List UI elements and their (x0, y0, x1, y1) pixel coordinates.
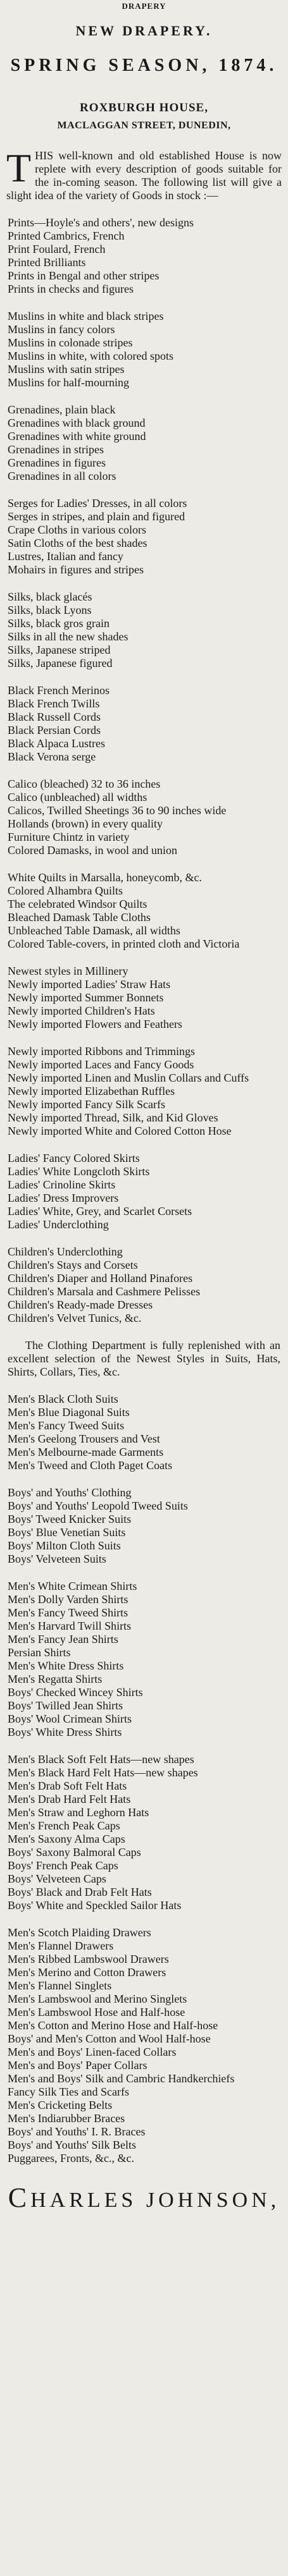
goods-item: Muslins in white, with colored spots (8, 350, 173, 362)
goods-item: Black French Twills (8, 697, 100, 710)
goods-item: Newly imported Ladies' Straw Hats (8, 978, 171, 991)
clothing-paragraph (8, 1339, 280, 1379)
goods-item: Silks, Japanese figured (8, 657, 113, 669)
signature-initial: C (8, 2182, 31, 2213)
goods-item: Newly imported Linen and Muslin Collars and Cuffs (8, 1071, 249, 1084)
goods-item: Boys' Milton Cloth Suits (8, 1539, 121, 1552)
goods-item: Men's Regatta Shirts (8, 1673, 103, 1685)
goods-item: Newly imported Thread, Silk, and Kid Gloves (8, 1111, 218, 1124)
goods-item: Men's and Boys' Linen-faced Collars (8, 2046, 177, 2058)
goods-item: Children's Marsala and Cashmere Pelisses (8, 1285, 201, 1298)
goods-item: Men's French Peak Caps (8, 1819, 120, 1832)
section-label: DRAPERY (122, 1, 166, 11)
goods-item: Mohairs in figures and stripes (8, 563, 144, 576)
goods-item: Persian Shirts (8, 1646, 71, 1659)
goods-item: Printed Cambrics, French (8, 229, 125, 242)
goods-item: Prints in checks and figures (8, 283, 134, 295)
goods-item: Boys' Velveteen Caps (8, 1872, 106, 1885)
goods-item: Men's Geelong Trousers and Vest (8, 1432, 160, 1445)
goods-item: Boys' Checked Wincey Shirts (8, 1686, 143, 1699)
goods-item: Boys' White Dress Shirts (8, 1726, 122, 1738)
goods-item: Newly imported White and Colored Cotton Hose (8, 1125, 232, 1137)
goods-item: Children's Stays and Corsets (8, 1259, 138, 1271)
goods-group (8, 871, 280, 951)
goods-item: Grenadines, plain black (8, 403, 116, 416)
goods-group (8, 684, 280, 764)
goods-group (8, 590, 280, 670)
goods-item: Colored Table-covers, in printed cloth and Victoria (8, 937, 240, 950)
goods-item: Newly imported Elizabethan Ruffles (8, 1085, 175, 1097)
goods-item: Men's Black Hard Felt Hats—new shapes (8, 1766, 198, 1779)
goods-item: Black Persian Cords (8, 724, 101, 736)
goods-item: Ladies' White, Grey, and Scarlet Corsets (8, 1205, 192, 1218)
goods-item: Muslins in white and black stripes (8, 310, 164, 322)
goods-group (8, 965, 280, 1031)
goods-item: Men's Saxony Alma Caps (8, 1833, 125, 1845)
sub-heading: SPRING SEASON, 1874. (10, 56, 278, 75)
goods-item: Men's Ribbed Lambswool Drawers (8, 1953, 169, 1965)
intro-dropcap: T (6, 145, 32, 190)
goods-item: Grenadines in all colors (8, 470, 116, 482)
goods-item: Unbleached Table Damask, all widths (8, 924, 180, 937)
goods-item: Men's Blue Diagonal Suits (8, 1406, 130, 1419)
goods-item: Children's Diaper and Holland Pinafores (8, 1272, 193, 1285)
goods-item: Men's White Crimean Shirts (8, 1580, 137, 1592)
goods-item: Children's Velvet Tunics, &c. (8, 1312, 142, 1324)
goods-item: Printed Brilliants (8, 256, 86, 269)
goods-item: Silks, Japanese striped (8, 644, 111, 656)
goods-item: Men's Tweed and Cloth Paget Coats (8, 1459, 173, 1472)
goods-item: Prints in Bengal and other stripes (8, 269, 160, 282)
goods-item: Calico (unbleached) all widths (8, 791, 147, 803)
goods-item: Newly imported Fancy Silk Scarfs (8, 1098, 165, 1111)
goods-item: Colored Alhambra Quilts (8, 884, 123, 897)
goods-item: Men's and Boys' Paper Collars (8, 2059, 147, 2072)
goods-item: Hollands (brown) in every quality (8, 817, 163, 830)
goods-item: Black Alpaca Lustres (8, 737, 105, 750)
goods-item: Puggarees, Fronts, &c., &c. (8, 2152, 134, 2164)
goods-item: Men's Black Cloth Suits (8, 1393, 118, 1405)
goods-item: Men's Flannel Drawers (8, 1939, 114, 1952)
goods-item: Men's Dolly Varden Shirts (8, 1593, 128, 1606)
goods-group (8, 1245, 280, 1325)
goods-item: Men's Fancy Tweed Suits (8, 1419, 125, 1432)
goods-item: Boys' and Youths' Leopold Tweed Suits (8, 1499, 188, 1512)
goods-item: Boys' Tweed Knicker Suits (8, 1513, 132, 1525)
store-address: MACLAGGAN STREET, DUNEDIN, (57, 120, 231, 131)
goods-item: Men's Scotch Plaiding Drawers (8, 1926, 151, 1939)
goods-item: Satin Cloths of the best shades (8, 537, 147, 549)
goods-item: Newly imported Children's Hats (8, 1004, 155, 1017)
goods-item: Black Verona serge (8, 750, 96, 763)
goods-group (8, 497, 280, 577)
goods-item: Newly imported Laces and Fancy Goods (8, 1058, 194, 1071)
goods-item: Men's Drab Soft Felt Hats (8, 1779, 127, 1792)
goods-item: Men's White Dress Shirts (8, 1659, 124, 1672)
goods-item: Men's Lambswool Hose and Half-hose (8, 2006, 185, 2018)
goods-item: Ladies' Underclothing (8, 1218, 109, 1231)
store-name: ROXBURGH HOUSE, (80, 101, 208, 114)
goods-item: White Quilts in Marsalla, honeycomb, &c. (8, 871, 202, 884)
goods-item: Men's Merino and Cotton Drawers (8, 1966, 166, 1979)
goods-item: Boys' Black and Drab Felt Hats (8, 1886, 152, 1898)
goods-item: Muslins in colonade stripes (8, 336, 133, 349)
goods-item: Ladies' Dress Improvers (8, 1192, 119, 1204)
goods-list-drapery (0, 216, 288, 1325)
goods-item: Men's Straw and Leghorn Hats (8, 1806, 149, 1819)
goods-item: Grenadines in stripes (8, 443, 104, 456)
goods-item: Boys' Velveteen Suits (8, 1553, 106, 1565)
goods-item: Silks, black glacés (8, 590, 92, 603)
goods-item: Silks, black Lyons (8, 604, 92, 616)
goods-item: Men's Flannel Singlets (8, 1979, 112, 1992)
goods-item: Men's and Boys' Silk and Cambric Handkerchiefs (8, 2072, 235, 2085)
goods-item: Men's Fancy Tweed Shirts (8, 1606, 128, 1619)
goods-item: Crape Cloths in various colors (8, 523, 146, 536)
goods-item: Serges for Ladies' Dresses, in all colors (8, 497, 187, 510)
signature-rest: HARLES JOHNSON, (30, 2188, 280, 2212)
goods-group (8, 778, 280, 857)
goods-item: Newly imported Summer Bonnets (8, 991, 164, 1004)
goods-item: Prints—Hoyle's and others', new designs (8, 216, 194, 229)
goods-item: Print Foulard, French (8, 243, 106, 255)
goods-item: Boys' and Youths' I. R. Braces (8, 2125, 146, 2138)
goods-item: Silks, black gros grain (8, 617, 110, 630)
goods-item: Grenadines with black ground (8, 417, 146, 429)
goods-item: Boys' and Youths' Clothing (8, 1486, 132, 1499)
goods-group (8, 216, 280, 296)
goods-item: Boys' French Peak Caps (8, 1859, 118, 1872)
goods-item: The celebrated Windsor Quilts (8, 898, 147, 910)
goods-group (8, 1753, 280, 1912)
intro-text: HIS well-known and old established House is now replete with every description of goods suitable for the in-coming season. The following list will give a slight idea of the variety of Goods in stock :— (6, 149, 282, 202)
goods-item: Colored Damasks, in wool and union (8, 844, 177, 857)
goods-group (8, 1486, 280, 1566)
goods-group (8, 1045, 280, 1138)
goods-item: Grenadines in figures (8, 456, 106, 469)
goods-item: Ladies' White Longcloth Skirts (8, 1165, 150, 1178)
goods-item: Boys' and Youths' Silk Belts (8, 2139, 137, 2151)
main-heading: NEW DRAPERY. (75, 23, 213, 39)
goods-item: Men's Indiarubber Braces (8, 2112, 125, 2125)
goods-item: Men's Melbourne-made Garments (8, 1446, 164, 1458)
goods-group (8, 1393, 280, 1472)
goods-item: Muslins for half-mourning (8, 376, 129, 389)
goods-item: Muslins in fancy colors (8, 323, 115, 336)
goods-item: Ladies' Fancy Colored Skirts (8, 1152, 140, 1164)
goods-group (8, 1152, 280, 1231)
clothing-text: The Clothing Department is fully replenished with an excellent selection of the Newest Styles in Suits, Hats, Shirts, Collars, Ties, &c. (8, 1339, 280, 1378)
goods-group (8, 1926, 280, 2165)
goods-group (8, 403, 280, 483)
goods-item: Grenadines with white ground (8, 430, 146, 443)
goods-item: Ladies' Crinoline Skirts (8, 1178, 116, 1191)
goods-item: Boys' White and Speckled Sailor Hats (8, 1899, 182, 1912)
goods-list-clothing (0, 1393, 288, 2165)
goods-item: Men's Fancy Jean Shirts (8, 1633, 118, 1645)
goods-item: Men's Cotton and Merino Hose and Half-hose (8, 2019, 218, 2032)
goods-item: Boys' Twilled Jean Shirts (8, 1699, 123, 1712)
goods-item: Children's Ready-made Dresses (8, 1298, 153, 1311)
goods-item: Lustres, Italian and fancy (8, 550, 123, 563)
goods-group (8, 310, 280, 389)
goods-item: Newest styles in Millinery (8, 965, 128, 977)
goods-item: Men's Cricketing Belts (8, 2099, 113, 2111)
signature (8, 2182, 280, 2214)
goods-item: Silks in all the new shades (8, 630, 128, 643)
goods-item: Bleached Damask Table Cloths (8, 911, 151, 924)
goods-item: Boys' Saxony Balmoral Caps (8, 1846, 141, 1859)
goods-item: Black French Merinos (8, 684, 110, 697)
goods-item: Men's Harvard Twill Shirts (8, 1620, 132, 1632)
goods-item: Black Russell Cords (8, 711, 101, 723)
goods-item: Men's Lambswool and Merino Singlets (8, 1993, 187, 2005)
goods-item: Muslins with satin stripes (8, 363, 125, 375)
goods-item: Boys' and Men's Cotton and Wool Half-hose (8, 2032, 211, 2045)
goods-item: Furniture Chintz in variety (8, 831, 130, 843)
goods-item: Serges in stripes, and plain and figured (8, 510, 185, 523)
goods-item: Boys' Wool Crimean Shirts (8, 1712, 132, 1725)
goods-item: Men's Drab Hard Felt Hats (8, 1793, 131, 1805)
goods-item: Newly imported Flowers and Feathers (8, 1018, 182, 1030)
goods-item: Children's Underclothing (8, 1245, 123, 1258)
goods-item: Fancy Silk Ties and Scarfs (8, 2085, 130, 2098)
goods-item: Calicos, Twilled Sheetings 36 to 90 inches wide (8, 804, 227, 817)
goods-item: Calico (bleached) 32 to 36 inches (8, 778, 161, 790)
intro-paragraph (6, 145, 282, 202)
goods-group (8, 1580, 280, 1739)
goods-item: Newly imported Ribbons and Trimmings (8, 1045, 196, 1058)
goods-item: Boys' Blue Venetian Suits (8, 1526, 126, 1539)
goods-item: Men's Black Soft Felt Hats—new shapes (8, 1753, 194, 1766)
